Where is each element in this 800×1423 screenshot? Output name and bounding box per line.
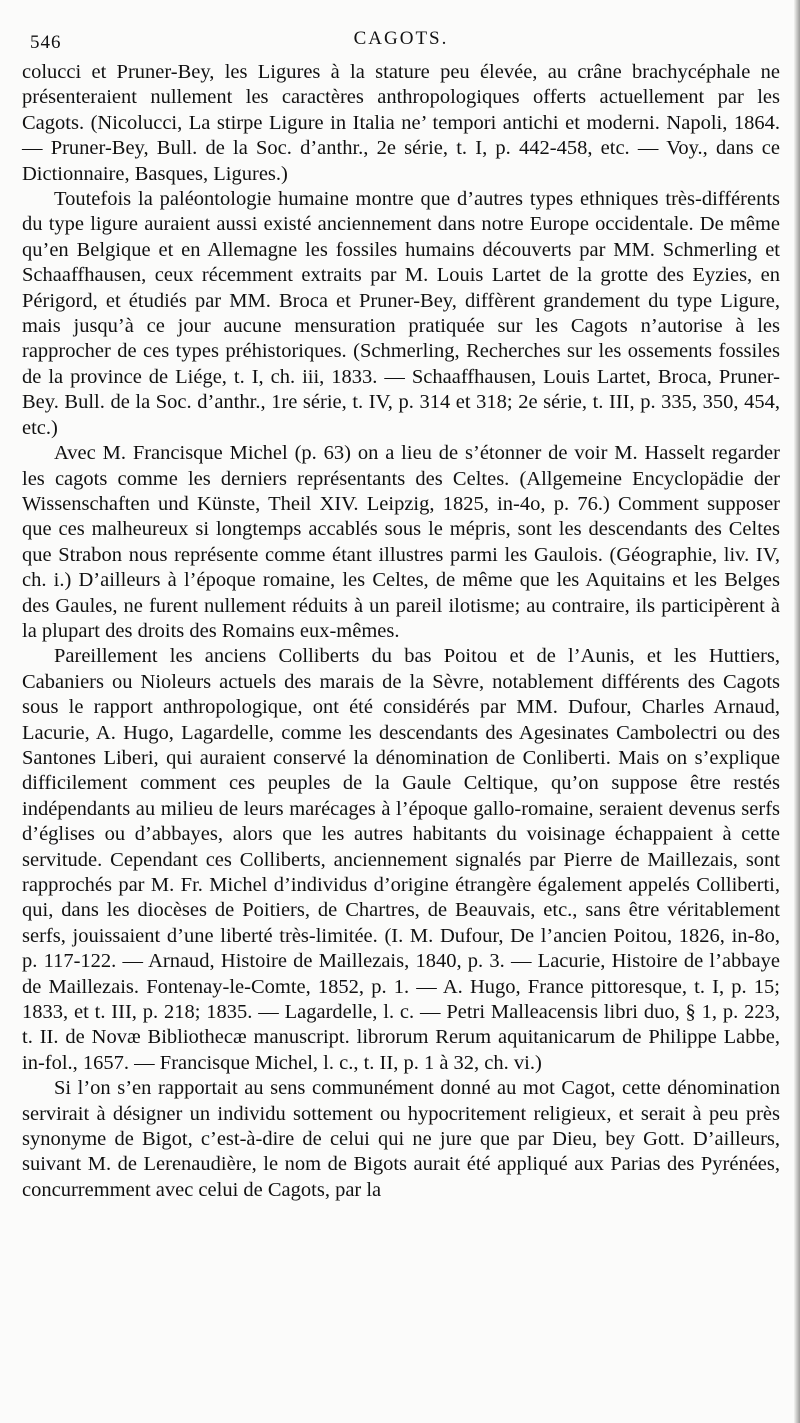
body-text <box>22 60 780 1203</box>
paragraph-paleontology: Toutefois la paléontologie humaine montre que d’autres types ethniques très-différents du type ligure auraient aussi existé anciennement dans notre Europe occidentale. De même qu’en Belgique et en Allemagne les fossiles humains découverts par MM. Schmerling et Schaaffhausen, ceux récemment extraits par M. Louis Lartet de la grotte des Eyzies, en Périgord, et étudiés par MM. Broca et Pruner-Bey, diffèrent grandement du type Ligure, mais jusqu’à ce jour aucune mensuration pratiquée sur les Cagots n’autorise à les rapprocher de ces types préhistoriques. (Schmerling, Recherches sur les ossements fossiles de la province de Liége, t. I, ch. iii, 1833. — Schaaffhausen, Louis Lartet, Broca, Pruner-Bey. Bull. de la Soc. d’anthr., 1re série, t. IV, p. 314 et 318; 2e série, t. III, p. 335, 350, 454, etc.) <box>22 188 780 439</box>
paragraph-colliberts: Pareillement les anciens Colliberts du bas Poitou et de l’Aunis, et les Huttiers, Cabaniers ou Nioleurs actuels des marais de la Sèvre, notablement différents des Cagots sous le rapport anthropologique, ont été considérés par MM. Dufour, Charles Arnaud, Lacurie, A. Hugo, Lagardelle, comme les descendants des Agesinates Cambolectri ou des Santones Liberi, qui auraient conservé la dénomination de Conliberti. Mais on s’explique difficilement comment ces peuples de la Gaule Celtique, qu’on suppose être restés indépendants au milieu de leurs marécages à l’époque gallo-romaine, seraient devenus serfs d’églises ou d’abbayes, alors que les autres habitants du voisinage échappaient à cette servitude. Cependant ces Colliberts, anciennement signalés par Pierre de Maillezais, sont rapprochés par M. Fr. Michel d’individus d’origine étrangère également appelés Colliberti, qui, dans les diocèses de Poitiers, de Chartres, de Beauvais, etc., sans être véritablement serfs, jouissaient d’une liberté très-limitée. (I. M. Dufour, De l’ancien Poitou, 1826, in-8o, p. 117-122. — Arnaud, Histoire de Maillezais, 1840, p. 3. — Lacurie, Histoire de l’abbaye de Maillezais. Fontenay-le-Comte, 1852, p. 1. — A. Hugo, France pittoresque, t. I, p. 15; 1833, et t. III, p. 218; 1835. — Lagardelle, l. c. — Petri Malleacensis libri duo, § 1, p. 223, t. II. de Novæ Bibliothecæ manuscript. librorum Rerum aquitanicarum de Philippe Labbe, in-fol., 1657. — Francisque Michel, l. c., t. II, p. 1 à 32, ch. vi.) <box>22 645 780 1074</box>
page-edge-shadow <box>794 0 800 1423</box>
page-number: 546 <box>30 32 62 53</box>
book-page <box>22 26 780 1203</box>
page-header <box>22 26 780 60</box>
running-title: CAGOTS. <box>353 28 449 49</box>
paragraph-celts: Avec M. Francisque Michel (p. 63) on a lieu de s’étonner de voir M. Hasselt regarder les cagots comme les derniers représentants des Celtes. (Allgemeine Encyclopädie der Wissenschaften und Künste, Theil XIV. Leipzig, 1825, in-4o, p. 76.) Comment supposer que ces malheureux si longtemps accablés sous le mépris, sont les descendants des Celtes que Strabon nous représente comme étant illustres parmi les Gaulois. (Géographie, liv. IV, ch. i.) D’ailleurs à l’époque romaine, les Celtes, de même que les Aquitains et les Belges des Gaules, ne furent nullement réduits à un pareil ilotisme; au contraire, ils participèrent à la plupart des droits des Romains eux-mêmes. <box>22 442 780 642</box>
paragraph-continued: colucci et Pruner-Bey, les Ligures à la stature peu élevée, au crâne brachycéphale ne présenteraient nullement les caractères anthropologiques offerts actuellement par les Cagots. (Nicolucci, La stirpe Ligure in Italia ne’ tempori antichi et moderni. Napoli, 1864. — Pruner-Bey, Bull. de la Soc. d’anthr., 2e série, t. I, p. 442-458, etc. — Voy., dans ce Dictionnaire, Basques, Ligures.) <box>22 61 780 185</box>
paragraph-cagot-etymology: Si l’on s’en rapportait au sens communément donné au mot Cagot, cette dénomination servirait à désigner un individu sottement ou hypocritement religieux, et serait à peu près synonyme de Bigot, c’est-à-dire de celui qui ne jure que par Dieu, bey Gott. D’ailleurs, suivant M. de Lerenaudière, le nom de Bigots aurait été appliqué aux Parias des Pyrénées, concurremment avec celui de Cagots, par la <box>22 1077 780 1201</box>
